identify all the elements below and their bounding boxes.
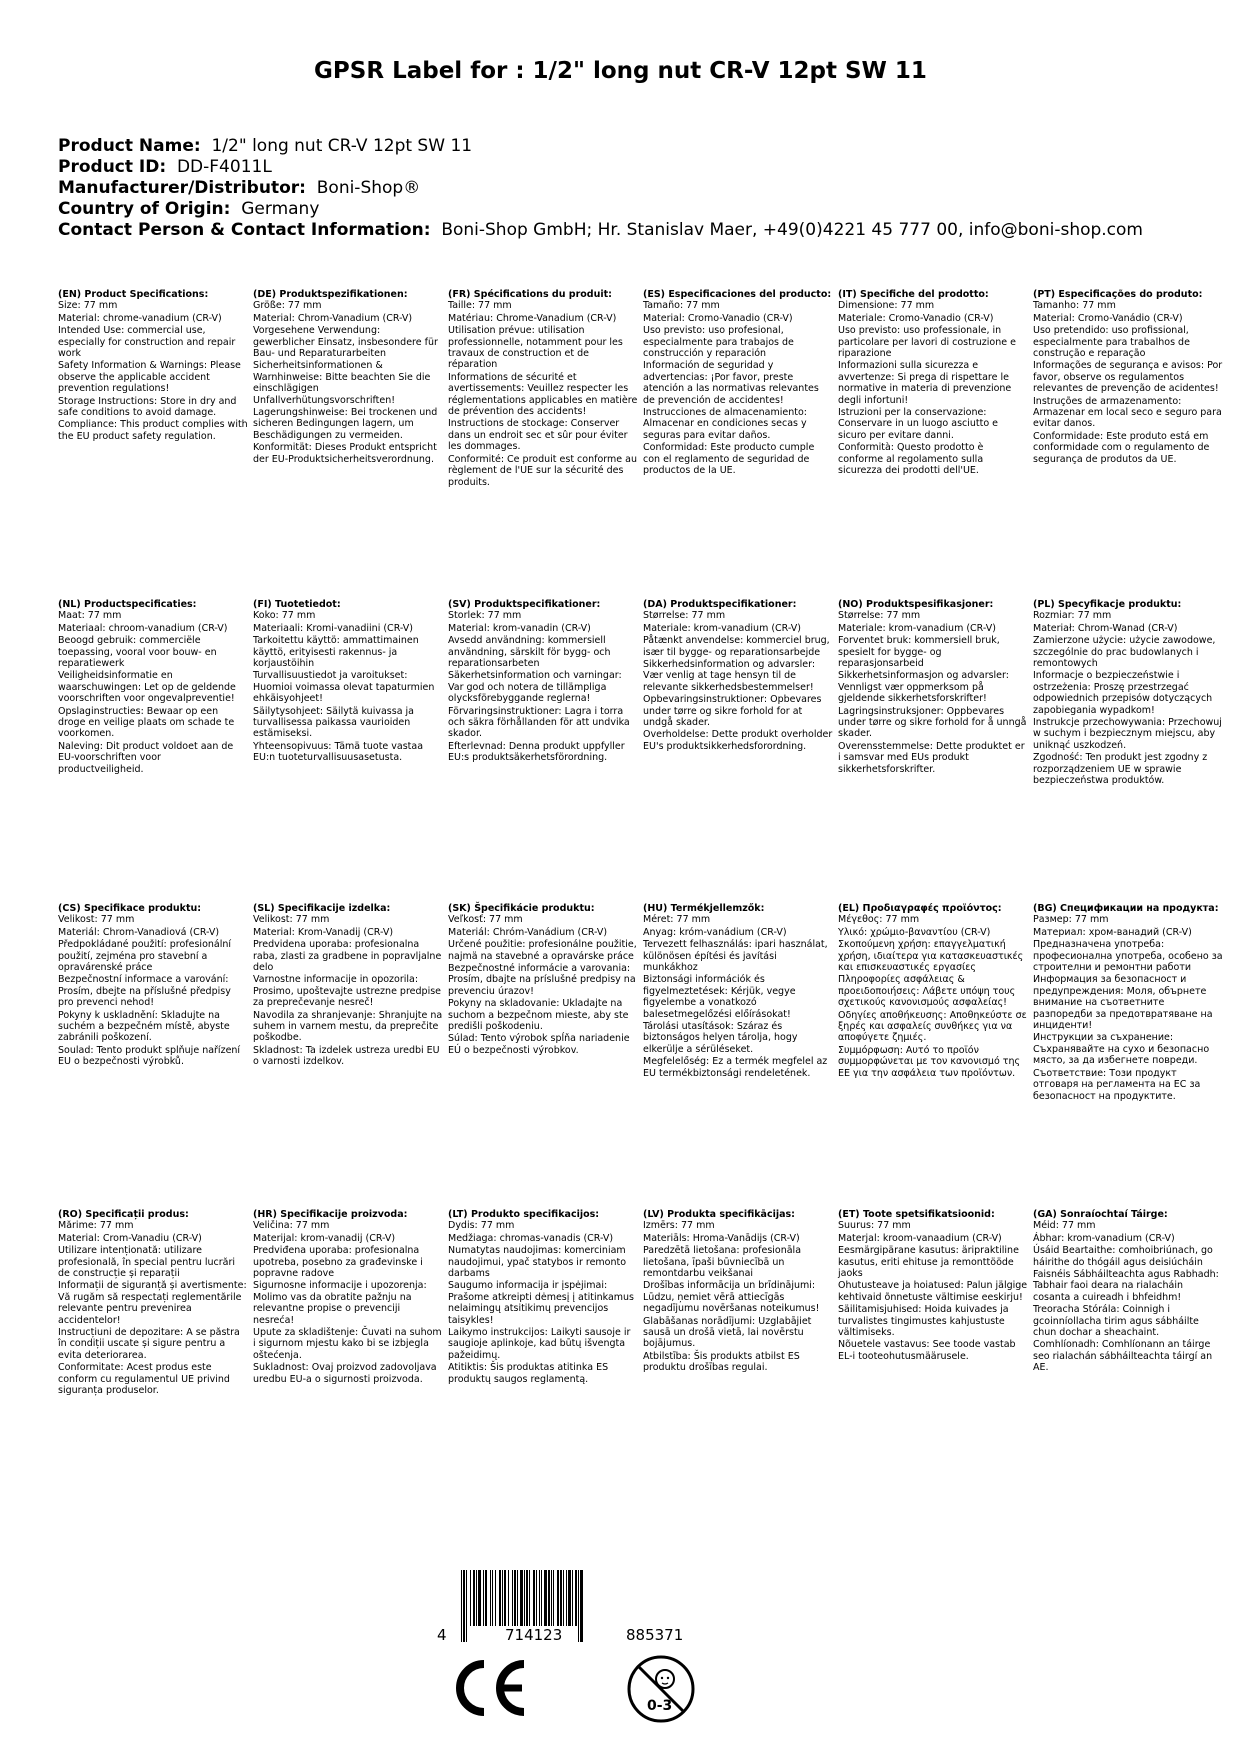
barcode-bar (524, 1570, 525, 1626)
spec-heading: (ES) Especificaciones del producto: (643, 289, 832, 300)
spec-heading: (NL) Productspecificaties: (58, 599, 197, 610)
info-key: Country of Origin: (58, 199, 231, 219)
spec-line: Storlek: 77 mm (448, 610, 522, 622)
spec-line: Biztonsági információk és figyelmeztetések: Kérjük, vegye figyelembe a vonatkozó balesetmegelőzési előírásokat! (643, 974, 796, 1020)
info-row-contact (58, 220, 1143, 241)
spec-heading: (BG) Спецификации на продукта: (1033, 903, 1219, 914)
spec-line: Förvaringsinstruktioner: Lagra i torra och säkra förhållanden för att undvika skador. (448, 705, 630, 740)
spec-line: Veiligheidsinformatie en waarschuwingen: Let op de geldende voorschriften voor ongevalpreventie! (58, 670, 236, 705)
spec-line: Размер: 77 mm (1033, 914, 1109, 926)
spec-line: Instrukcje przechowywania: Przechowuj w suchym i bezpiecznym miejscu, aby uniknąć uszkodzeń. (1033, 717, 1222, 751)
spec-line: Atitiktis: Šis produktas atitinka ES produktų saugos reglamentą. (448, 1362, 609, 1385)
barcode-bar (536, 1570, 537, 1626)
spec-line: Informations de sécurité et avertissements: Veuillez respecter les réglementations applicables en matière de prévention des accidents! (448, 371, 638, 418)
spec-line: Upute za skladištenje: Čuvati na suhom i sigurnom mjestu kako bi se izbjegla oštećenja. (253, 1327, 442, 1361)
spec-line: Úsáid Beartaithe: comhoibriúnach, go háirithe do thógáil agus deisiúcháin (1033, 1245, 1213, 1268)
info-row-product-id (58, 157, 1143, 178)
barcode-group-2: 885371 (626, 1626, 684, 1644)
spec-heading: (PL) Specyfikacje produktu: (1033, 599, 1182, 610)
spec-line: Beoogd gebruik: commerciële toepassing, vooral voor bouw- en reparatiewerk (58, 635, 217, 670)
spec-line: Materiāls: Hroma-Vanādijs (CR-V) (643, 1232, 800, 1244)
spec-line: Tamanho: 77 mm (1033, 300, 1116, 312)
spec-line: Συμμόρφωση: Αυτό το προϊόν συμμορφώνεται με τον κανονισμό της ΕΕ για την ασφάλεια των προϊόντων. (838, 1044, 1021, 1079)
info-row-country (58, 199, 1143, 220)
barcode-bar (560, 1570, 562, 1626)
spec-line: Υλικό: χρώμιο-βαναντίου (CR-V) (838, 926, 991, 938)
spec-line: Yhteensopivuus: Tämä tuote vastaa EU:n tuoteturvallisuusasetusta. (253, 740, 424, 764)
spec-block (448, 599, 638, 765)
spec-line: Atbilstība: Šis produkts atbilst ES produktu drošības regulai. (643, 1350, 800, 1374)
barcode-digit-first: 4 (437, 1626, 447, 1644)
spec-line: Paredzētā lietošana: profesionāla lietošana, īpaši būvniecībā un remontdarbu veikšanai (643, 1245, 802, 1280)
spec-line: Sikkerhetsinformasjon og advarsler: Vennligst vær oppmerksom på gjeldende sikkerhetsforskrifter! (838, 670, 1009, 705)
spec-line: Størrelse: 77 mm (643, 610, 726, 622)
spec-heading: (HU) Termékjellemzők: (643, 903, 765, 914)
spec-block (838, 1209, 1028, 1363)
spec-line: Informații de siguranță și avertismente: Vă rugăm să respectați reglementările relevante pentru prevenirea accidentelor! (58, 1280, 247, 1326)
spec-line: Material: Cromo-Vanádio (CR-V) (1033, 312, 1183, 324)
spec-line: Informazioni sulla sicurezza e avvertenze: Si prega di rispettare le normative in materia di prevenzione degli infortuni! (838, 360, 1012, 406)
spec-line: Istruzioni per la conservazione: Conservare in un luogo asciutto e sicuro per evitare danni. (838, 407, 999, 441)
spec-line: Material: chrome-vanadium (CR-V) (58, 312, 222, 324)
spec-line: Laikymo instrukcijos: Laikyti sausoje ir saugioje aplinkoje, kad būtų išvengta pažeidimų. (448, 1327, 631, 1361)
spec-heading: (PT) Especificações do produto: (1033, 289, 1203, 300)
spec-line: Suurus: 77 mm (838, 1220, 911, 1232)
spec-line: Opbevaringsinstruktioner: Opbevares under tørre og sikre forhold for at undgå skader. (643, 694, 822, 729)
spec-line: Conformidad: Este producto cumple con el reglamento de seguridad de productos de la UE. (643, 442, 815, 477)
spec-line: Sicherheitsinformationen & Warnhinweise: Bitte beachten Sie die einschlägigen Unfallverhütungsvorschriften! (253, 360, 431, 406)
spec-line: Material: krom-vanadin (CR-V) (448, 622, 591, 634)
barcode-bar (499, 1570, 501, 1626)
spec-line: Méid: 77 mm (1033, 1220, 1096, 1232)
spec-line: Materiál: Chrom-Vanadiová (CR-V) (58, 926, 220, 938)
spec-line: Overholdelse: Dette produkt overholder EU's produktsikkerhedsforordning. (643, 729, 833, 752)
spec-line: Lagerungshinweise: Bei trockenen und sicheren Bedingungen lagern, um Beschädigungen zu vermeiden. (253, 407, 438, 441)
ce-mark-icon (448, 1658, 530, 1718)
barcode-bar (526, 1570, 528, 1626)
spec-block (253, 289, 443, 466)
spec-line: Glabāšanas norādījumi: Uzglabājiet sausā un drošā vietā, lai novērstu bojājumus. (643, 1315, 812, 1350)
spec-line: Méret: 77 mm (643, 914, 711, 926)
spec-block (643, 1209, 833, 1375)
spec-heading: (GA) Sonraíochtaí Táirge: (1033, 1209, 1168, 1220)
spec-line: Určené použitie: profesionálne použitie, najmä na stavebné a opravárske práce (448, 939, 637, 962)
info-value: Boni-Shop GmbH; Hr. Stanislav Maer, +49(0)4221 45 777 00, info@boni-shop.com (441, 220, 1143, 240)
spec-line: Información de seguridad y advertencias: ¡Por favor, preste atención a las normativas relevantes de prevención de accidentes! (643, 360, 819, 406)
spec-heading: (RO) Specificații produs: (58, 1209, 189, 1220)
spec-line: Säilitamisjuhised: Hoida kuivades ja turvalistes tingimustes kahjustuste vältimiseks. (838, 1304, 1009, 1339)
spec-line: Størrelse: 77 mm (838, 610, 921, 622)
spec-heading: (SK) Špecifikácie produktu: (448, 903, 595, 914)
spec-line: Pokyny na skladovanie: Ukladajte na suchom a bezpečnom mieste, aby ste predišli poškodeniu. (448, 998, 629, 1033)
spec-line: Taille: 77 mm (448, 300, 512, 312)
barcode-bar (490, 1570, 491, 1626)
spec-heading: (DE) Produktspezifikationen: (253, 289, 408, 300)
spec-line: Tárolási utasítások: Száraz és biztonságos helyen tárolja, hogy elkerülje a sérüléseket. (643, 1021, 798, 1055)
spec-line: Bezpečnostné informácie a varovania: Prosím, dbajte na príslušné predpisy na prevenciu úrazov! (448, 963, 636, 997)
spec-line: Zgodność: Ten produkt jest zgodny z rozporządzeniem UE w sprawie bezpieczeństwa produktów. (1033, 752, 1208, 787)
barcode-bar (578, 1570, 579, 1642)
spec-line: Säkerhetsinformation och varningar: Var god och notera de tillämpliga olycksförebyggande reglerna! (448, 670, 622, 705)
spec-heading: (LT) Produkto specifikacijos: (448, 1209, 600, 1220)
spec-line: Οδηγίες αποθήκευσης: Αποθηκεύστε σε ξηρές και ασφαλείς συνθήκες για να αποφύγετε ζημιές. (838, 1009, 1027, 1044)
age-warning-label: 0-3 (647, 1698, 673, 1714)
spec-line: Mărime: 77 mm (58, 1220, 134, 1232)
spec-line: Předpokládané použití: profesionální použití, zejména pro stavební a opravárenské práce (58, 939, 232, 974)
spec-line: Uso pretendido: uso profissional, especialmente para trabalhos de construção e reparação (1033, 325, 1190, 360)
spec-line: Bezpečnostní informace a varování: Prosím, dbejte na příslušné předpisy pro prevenci nehod! (58, 974, 231, 1009)
barcode-bar (470, 1570, 471, 1626)
spec-line: Zamierzone użycie: użycie zawodowe, szczególnie do prac budowlanych i remontowych (1033, 635, 1216, 670)
spec-block (838, 903, 1028, 1080)
barcode-bar (461, 1570, 462, 1642)
barcode-bar (575, 1570, 577, 1626)
spec-line: Conformité: Ce produit est conforme au règlement de l'UE sur la sécurité des produits. (448, 453, 637, 488)
spec-line: Ohutusteave ja hoiatused: Palun jälgige kehtivaid õnnetuste vältimise eeskirju! (838, 1280, 1028, 1303)
info-value: Boni-Shop® (316, 178, 421, 198)
barcode-bar (514, 1570, 516, 1626)
spec-line: Instruções de armazenamento: Armazenar em local seco e seguro para evitar danos. (1033, 395, 1222, 430)
barcode-bar (557, 1570, 559, 1626)
spec-block (58, 289, 248, 443)
spec-block (1033, 289, 1223, 466)
spec-line: Size: 77 mm (58, 300, 118, 312)
barcode-bar (553, 1570, 554, 1626)
spec-line: Utilizare intenționată: utilizare profesională, în special pentru lucrări de construcție și reparații (58, 1245, 236, 1280)
spec-line: Compliance: This product complies with the EU product safety regulation. (58, 419, 248, 442)
info-key: Product ID: (58, 157, 167, 177)
barcode-bar (495, 1570, 496, 1626)
barcode-bar (483, 1570, 484, 1626)
spec-line: Anyag: króm-vanádium (CR-V) (643, 926, 787, 938)
spec-heading: (DA) Produktspecifikationer: (643, 599, 797, 610)
spec-heading: (NO) Produktspesifikasjoner: (838, 599, 994, 610)
spec-line: Soulad: Tento produkt splňuje nařízení EU o bezpečnosti výrobků. (58, 1044, 241, 1068)
spec-line: Utilisation prévue: utilisation professionnelle, notamment pour les travaux de construction et de réparation (448, 325, 623, 371)
spec-line: Opslaginstructies: Bewaar op een droge en veilige plaats om schade te voorkomen. (58, 705, 235, 740)
spec-line: Uso previsto: uso professionale, in particolare per lavori di costruzione e riparazione (838, 325, 1016, 360)
barcode-bar (504, 1570, 506, 1626)
spec-line: Instrucciones de almacenamiento: Almacenar en condiciones secas y seguras para evitar daños. (643, 407, 807, 441)
spec-heading: (SL) Specifikacije izdelka: (253, 903, 391, 914)
spec-line: Intended Use: commercial use, especially for construction and repair work (58, 325, 236, 360)
barcode-bar (520, 1570, 523, 1626)
spec-line: Súlad: Tento výrobok spĺňa nariadenie EÚ o bezpečnosti výrobkov. (448, 1033, 630, 1056)
spec-line: Informações de segurança e avisos: Por favor, observe os regulamentos relevantes de prevenção de acidentes! (1033, 360, 1223, 395)
spec-line: Varnostne informacije in opozorila: Prosimo, upoštevajte ustrezne predpise za preprečevanje nesreč! (253, 974, 441, 1009)
spec-line: Предназначена употреба: професионална употреба, особено за строителни и ремонтни работи (1033, 939, 1223, 974)
spec-line: Eesmärgipärane kasutus: äripraktiline kasutus, eriti ehituse ja remonttööde jaoks (838, 1245, 1019, 1280)
spec-line: Πληροφορίες ασφάλειας & προειδοποιήσεις: Λάβετε υπόψη τους σχετικούς κανονισμούς ασφαλείας! (838, 974, 1016, 1009)
spec-line: Maat: 77 mm (58, 610, 122, 622)
barcode-bar (512, 1570, 513, 1626)
spec-heading: (LV) Produkta specifikācijas: (643, 1209, 795, 1220)
spec-heading: (CS) Specifikace produktu: (58, 903, 202, 914)
spec-line: Tarkoitettu käyttö: ammattimainen käyttö, erityisesti rakennus- ja korjaustöihin (253, 635, 419, 670)
spec-line: Navodila za shranjevanje: Shranjujte na suhem in varnem mestu, da preprečite poškodbe. (253, 1009, 443, 1044)
barcode-bar (533, 1570, 535, 1626)
barcode-bar (539, 1570, 540, 1626)
spec-line: Numatytas naudojimas: komerciniam naudojimui, ypač statybos ir remonto darbams (448, 1245, 627, 1280)
barcode-bar (502, 1570, 503, 1626)
barcode-bar (508, 1570, 509, 1626)
spec-line: Safety Information & Warnings: Please observe the applicable accident prevention regulations! (58, 360, 241, 395)
spec-heading: (FR) Spécifications du produit: (448, 289, 612, 300)
spec-line: Instructions de stockage: Conserver dans un endroit sec et sûr pour éviter les dommages. (448, 418, 628, 453)
barcode-bar (566, 1570, 567, 1626)
spec-line: Conformitate: Acest produs este conform cu regulamentul UE privind siguranța produselor. (58, 1362, 230, 1397)
spec-line: Efterlevnad: Denna produkt uppfyller EU:s produktsäkerhetsförordning. (448, 740, 625, 764)
spec-block (58, 1209, 248, 1398)
spec-line: Saugumo informacija ir įspėjimai: Prašome atkreipti dėmesį į atitinkamus nelaimingų atsitikimų prevencijos taisykles! (448, 1280, 635, 1326)
spec-line: Dydis: 77 mm (448, 1220, 515, 1232)
spec-line: Sikkerhedsinformation og advarsler: Vær venlig at tage hensyn til de relevante sikkerhedsbestemmelser! (643, 659, 816, 693)
barcode-bar (568, 1570, 571, 1626)
info-key: Manufacturer/Distributor: (58, 178, 306, 198)
spec-block (838, 289, 1028, 478)
spec-line: Σκοπούμενη χρήση: επαγγελματική χρήση, ιδιαίτερα για κατασκευαστικές και επισκευαστικές εργασίες (838, 939, 1024, 974)
spec-line: Drošības informācija un brīdinājumi: Lūdzu, ņemiet vērā attiecīgās negadījumu novēršanas noteikumus! (643, 1280, 820, 1315)
spec-line: Material: Krom-Vanadij (CR-V) (253, 926, 394, 938)
spec-line: Rozmiar: 77 mm (1033, 610, 1112, 622)
barcode-bar (466, 1570, 467, 1642)
spec-line: Påtænkt anvendelse: kommerciel brug, især til bygge- og reparationsarbejde (643, 635, 830, 658)
spec-line: Pokyny k uskladnění: Skladujte na suchém a bezpečném místě, abyste zabránili poškození. (58, 1009, 230, 1044)
spec-line: Koko: 77 mm (253, 610, 316, 622)
spec-line: Sukladnost: Ovaj proizvod zadovoljava uredbu EU-a o sigurnosti proizvoda. (253, 1362, 437, 1385)
info-row-product-name (58, 136, 1143, 157)
spec-line: Материал: хром-ванадий (CR-V) (1033, 926, 1192, 938)
spec-block (1033, 599, 1223, 788)
spec-block (448, 903, 638, 1057)
product-info (58, 136, 1143, 241)
spec-heading: (EN) Product Specifications: (58, 289, 209, 300)
spec-line: Megfelelőség: Ez a termék megfelel az EU termékbiztonsági rendeletének. (643, 1056, 828, 1079)
barcode-bar (541, 1570, 542, 1626)
barcode-group-1: 714123 (505, 1626, 563, 1644)
spec-block (643, 289, 833, 478)
info-key: Product Name: (58, 136, 201, 156)
spec-block (643, 903, 833, 1080)
spec-line: Velikost: 77 mm (58, 914, 135, 926)
page-title: GPSR Label for : 1/2" long nut CR-V 12pt SW 11 (314, 58, 927, 84)
spec-heading: (ET) Toote spetsifikatsioonid: (838, 1209, 995, 1220)
spec-line: Skladnost: Ta izdelek ustreza uredbi EU o varnosti izdelkov. (253, 1044, 440, 1068)
spec-line: Conformità: Questo prodotto è conforme al regolamento sulla sicurezza dei prodotti dell'UE. (838, 442, 984, 477)
barcode-bar (580, 1570, 583, 1642)
spec-heading: (FI) Tuotetiedot: (253, 599, 341, 610)
spec-line: Materiaal: chroom-vanadium (CR-V) (58, 622, 228, 634)
spec-line: Material: Chrom-Vanadium (CR-V) (253, 312, 413, 324)
barcode-bar (563, 1570, 564, 1626)
spec-line: Treoracha Stórála: Coinnigh i gcoinníollacha tirim agus sábháilte chun dochar a sheachaint. (1033, 1304, 1199, 1339)
spec-block (253, 599, 443, 765)
spec-line: Dimensione: 77 mm (838, 300, 935, 312)
spec-line: Съответствие: Този продукт отговаря на регламента на ЕС за безопасност на продуктите. (1033, 1067, 1201, 1102)
spec-line: Material: Cromo-Vanadio (CR-V) (643, 312, 793, 324)
barcode-bar (463, 1570, 465, 1642)
info-value: 1/2" long nut CR-V 12pt SW 11 (211, 136, 473, 156)
spec-line: Predvidena uporaba: profesionalna raba, zlasti za gradbene in popravljalne delo (253, 939, 442, 974)
spec-line: Izmērs: 77 mm (643, 1220, 715, 1232)
barcode-bar (544, 1570, 547, 1626)
spec-line: Ábhar: krom-vanadium (CR-V) (1033, 1232, 1175, 1244)
spec-block (253, 1209, 443, 1386)
spec-line: Materiale: Cromo-Vanadio (CR-V) (838, 312, 994, 324)
spec-line: Materijal: krom-vanadij (CR-V) (253, 1232, 396, 1244)
info-value: DD-F4011L (176, 157, 272, 177)
spec-line: Konformität: Dieses Produkt entspricht der EU-Produktsicherheitsverordnung. (253, 442, 437, 465)
spec-line: Predviđena uporaba: profesionalna upotreba, posebno za građevinske i popravne radove (253, 1245, 423, 1280)
spec-block (838, 599, 1028, 776)
spec-block (1033, 1209, 1223, 1375)
spec-line: Vorgesehene Verwendung: gewerblicher Einsatz, insbesondere für Bau- und Reparaturarbeiten (253, 325, 438, 360)
spec-line: Tamaño: 77 mm (643, 300, 720, 312)
spec-line: Avsedd användning: kommersiell användning, särskilt för bygg- och reparationsarbeten (448, 635, 611, 670)
spec-line: Velikost: 77 mm (253, 914, 330, 926)
barcode-bar (551, 1570, 552, 1626)
spec-line: Uso previsto: uso profesional, especialmente para trabajos de construcción y reparación (643, 325, 794, 360)
spec-line: Naleving: Dit product voldoet aan de EU-voorschriften voor productveiligheid. (58, 740, 234, 775)
spec-heading: (HR) Specifikacije proizvoda: (253, 1209, 408, 1220)
spec-line: Информация за безопасност и предупреждения: Моля, обърнете внимание на съответните разпоредби за предотвратяване на инциденти! (1033, 974, 1213, 1032)
spec-heading: (IT) Specifiche del prodotto: (838, 289, 989, 300)
spec-line: Veľkosť: 77 mm (448, 914, 523, 926)
spec-line: Matériau: Chrome-Vanadium (CR-V) (448, 312, 617, 324)
spec-line: Storage Instructions: Store in dry and safe conditions to avoid damage. (58, 395, 237, 419)
info-value: Germany (241, 199, 320, 219)
spec-line: Conformidade: Este produto está em conformidade com o regulamento de segurança de produtos da UE. (1033, 430, 1210, 465)
spec-line: Overensstemmelse: Dette produktet er i samsvar med EUs produkt sikkerhetsforskrifter. (838, 740, 1025, 775)
barcode-bar (529, 1570, 530, 1626)
barcode-bar (478, 1570, 481, 1626)
spec-line: Μέγεθος: 77 mm (838, 914, 920, 926)
spec-line: Lagringsinstruksjoner: Oppbevares under tørre og sikre forhold for å unngå skader. (838, 705, 1027, 740)
spec-line: Materiał: Chrom-Wanad (CR-V) (1033, 622, 1178, 634)
barcode-bar (476, 1570, 477, 1626)
spec-line: Größe: 77 mm (253, 300, 322, 312)
info-row-manufacturer (58, 178, 1143, 199)
spec-line: Veličina: 77 mm (253, 1220, 330, 1232)
spec-heading: (EL) Προδιαγραφές προϊόντος: (838, 903, 1002, 914)
spec-block (58, 599, 248, 776)
spec-line: Materiál: Chróm-Vanádium (CR-V) (448, 926, 608, 938)
spec-line: Faisnéis Sábháilteachta agus Rabhadh: Tabhair faoi deara na rialacháin cosanta a cuireadh i bhfeidhm! (1033, 1269, 1219, 1303)
spec-line: Turvallisuustiedot ja varoitukset: Huomioi voimassa olevat tapaturmien ehkäisyohjeet! (253, 670, 435, 705)
barcode-bar (492, 1570, 493, 1626)
spec-line: Materiaali: Kromi-vanadiini (CR-V) (253, 622, 413, 634)
spec-line: Nõuetele vastavus: See toode vastab EL-i tooteohutusmäärusele. (838, 1339, 1016, 1362)
spec-line: Materiale: krom-vanadium (CR-V) (643, 622, 801, 634)
barcode-bar (548, 1570, 550, 1626)
spec-line: Sigurnosne informacije i upozorenja: Molimo vas da obratite pažnju na relevantne propise o prevenciji nesreća! (253, 1280, 427, 1326)
info-key: Contact Person & Contact Information: (58, 220, 431, 240)
barcode-bar (517, 1570, 518, 1626)
age-warning-icon (625, 1653, 697, 1725)
barcode-bar (485, 1570, 487, 1626)
spec-line: Säilytysohjeet: Säilytä kuivassa ja turvallisessa paikassa vaurioiden estämiseksi. (253, 705, 414, 740)
spec-block (448, 289, 638, 489)
spec-block (58, 903, 248, 1069)
barcode-bar (473, 1570, 475, 1626)
spec-line: Инструкции за съхранение: Съхранявайте на сухо и безопасно място, за да избегнете повреди. (1033, 1032, 1210, 1067)
spec-block (1033, 903, 1223, 1103)
spec-heading: (SV) Produktspecifikationer: (448, 599, 601, 610)
spec-line: Medžiaga: chromas-vanadis (CR-V) (448, 1232, 614, 1244)
spec-block (448, 1209, 638, 1386)
spec-block (643, 599, 833, 753)
spec-line: Materjal: kroom-vanaadium (CR-V) (838, 1232, 1002, 1244)
spec-block (253, 903, 443, 1069)
spec-line: Materiale: krom-vanadium (CR-V) (838, 622, 996, 634)
spec-line: Informacje o bezpieczeństwie i ostrzeżenia: Proszę przestrzegać odpowiednich przepisów dotyczących zapobiegania wypadkom! (1033, 670, 1213, 716)
spec-line: Forventet bruk: kommersiell bruk, spesielt for bygge- og reparasjonsarbeid (838, 635, 1000, 670)
spec-line: Tervezett felhasználás: ipari használat, különösen építési és javítási munkákhoz (643, 939, 828, 974)
barcode-bar (572, 1570, 573, 1626)
spec-line: Material: Crom-Vanadiu (CR-V) (58, 1232, 202, 1244)
spec-line: Instrucțiuni de depozitare: A se păstra în condiții uscate și sigure pentru a evita deteriorarea. (58, 1327, 240, 1361)
spec-line: Comhlíonadh: Comhlíonann an táirge seo rialachán sábháilteachta táirgí an AE. (1033, 1339, 1213, 1374)
